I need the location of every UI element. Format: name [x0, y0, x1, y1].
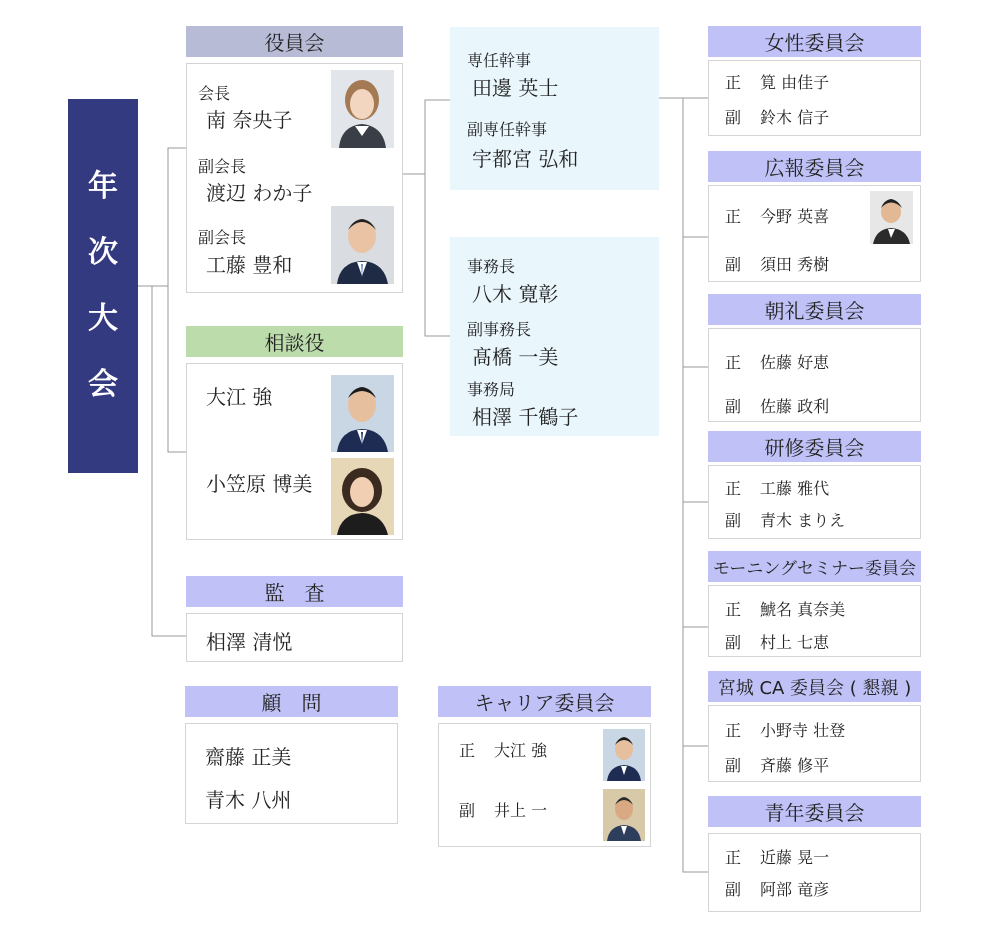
member-name: 大江 強 — [206, 385, 273, 409]
committee-box — [708, 585, 921, 657]
soudan-box — [186, 363, 403, 540]
position-label: 副 — [725, 880, 742, 899]
position-label: 正 — [725, 73, 742, 92]
position-label: 正 — [725, 600, 742, 619]
committee-box — [708, 328, 921, 422]
committee-box — [708, 185, 921, 282]
member-name: 南 奈央子 — [206, 108, 293, 132]
jimu-panel — [450, 237, 659, 436]
kansa-box — [186, 613, 403, 662]
position-label: 正 — [725, 479, 742, 498]
member-name: 村上 七恵 — [760, 633, 830, 652]
member-name: 小笠原 博美 — [206, 472, 313, 496]
committee-box — [708, 60, 921, 136]
member-role: 副会長 — [198, 228, 247, 247]
committee-box — [708, 705, 921, 782]
member-name: 井上 一 — [494, 801, 548, 820]
member-name: 大江 強 — [494, 741, 548, 760]
yakuin-box — [186, 63, 403, 293]
member-name: 相澤 千鶴子 — [472, 405, 579, 429]
position-label: 正 — [725, 721, 742, 740]
member-role: 会長 — [198, 84, 231, 103]
member-name: 齋藤 正美 — [205, 745, 292, 769]
member-name: 田邊 英士 — [472, 76, 559, 100]
member-photo — [331, 458, 394, 535]
root-char: 次 — [88, 235, 118, 270]
position-label: 正 — [725, 848, 742, 867]
member-name: 青木 八州 — [205, 788, 292, 812]
member-name: 工藤 雅代 — [760, 479, 830, 498]
member-name: 近藤 晃一 — [760, 848, 830, 867]
position-label: 正 — [725, 353, 742, 372]
member-role: 副会長 — [198, 157, 247, 176]
career-header: キャリア委員会 — [438, 686, 651, 717]
member-name: 斉藤 修平 — [760, 756, 830, 775]
position-label: 副 — [725, 108, 742, 127]
annual-meeting-box — [68, 99, 138, 473]
career-box — [438, 723, 651, 847]
position-label: 正 — [725, 207, 742, 226]
komon-header: 顧 問 — [185, 686, 398, 717]
committee-header: モーニングセミナー委員会 — [708, 551, 921, 582]
member-photo — [870, 191, 913, 244]
committee-header: 研修委員会 — [708, 431, 921, 462]
member-name: 鯱名 真奈美 — [760, 600, 846, 619]
member-name: 佐藤 政利 — [760, 397, 830, 416]
position-label: 副 — [459, 801, 476, 820]
member-photo — [603, 789, 645, 841]
committee-header: 女性委員会 — [708, 26, 921, 57]
member-name: 須田 秀樹 — [760, 255, 830, 274]
member-name: 八木 寛彰 — [472, 282, 559, 306]
member-name: 相澤 清悦 — [206, 630, 293, 654]
member-name: 阿部 竜彦 — [760, 880, 830, 899]
committee-header: 広報委員会 — [708, 151, 921, 182]
soudan-header: 相談役 — [186, 326, 403, 357]
root-char: 年 — [88, 169, 118, 204]
member-name: 佐藤 好恵 — [760, 353, 830, 372]
member-name: 宇都宮 弘和 — [472, 147, 579, 171]
member-photo — [331, 375, 394, 452]
member-name: 髙橋 一美 — [472, 345, 559, 369]
member-role: 事務局 — [467, 380, 516, 399]
member-name: 渡辺 わか子 — [206, 181, 313, 205]
member-role: 事務長 — [467, 257, 516, 276]
yakuin-header: 役員会 — [186, 26, 403, 57]
committee-header: 朝礼委員会 — [708, 294, 921, 325]
kansa-header: 監 査 — [186, 576, 403, 607]
member-name: 工藤 豊和 — [206, 253, 293, 277]
member-role: 副専任幹事 — [467, 120, 548, 139]
member-name: 今野 英喜 — [760, 207, 830, 226]
position-label: 副 — [725, 397, 742, 416]
committee-header: 宮城 CA 委員会 ( 懇親 ) — [708, 671, 921, 702]
committee-box — [708, 833, 921, 912]
member-photo — [331, 70, 394, 148]
senin-panel — [450, 27, 659, 190]
position-label: 正 — [459, 741, 476, 760]
member-photo — [331, 206, 394, 284]
member-role: 副事務長 — [467, 320, 532, 339]
member-name: 小野寺 壮登 — [760, 721, 846, 740]
member-name: 筧 由佳子 — [760, 73, 830, 92]
position-label: 副 — [725, 756, 742, 775]
root-char: 大 — [88, 301, 118, 336]
position-label: 副 — [725, 633, 742, 652]
member-name: 青木 まりえ — [760, 511, 846, 530]
committee-header: 青年委員会 — [708, 796, 921, 827]
position-label: 副 — [725, 255, 742, 274]
member-role: 専任幹事 — [467, 51, 532, 70]
member-photo — [603, 729, 645, 781]
member-name: 鈴木 信子 — [760, 108, 830, 127]
position-label: 副 — [725, 511, 742, 530]
komon-box — [185, 723, 398, 824]
root-char: 会 — [88, 367, 118, 402]
committee-box — [708, 465, 921, 539]
